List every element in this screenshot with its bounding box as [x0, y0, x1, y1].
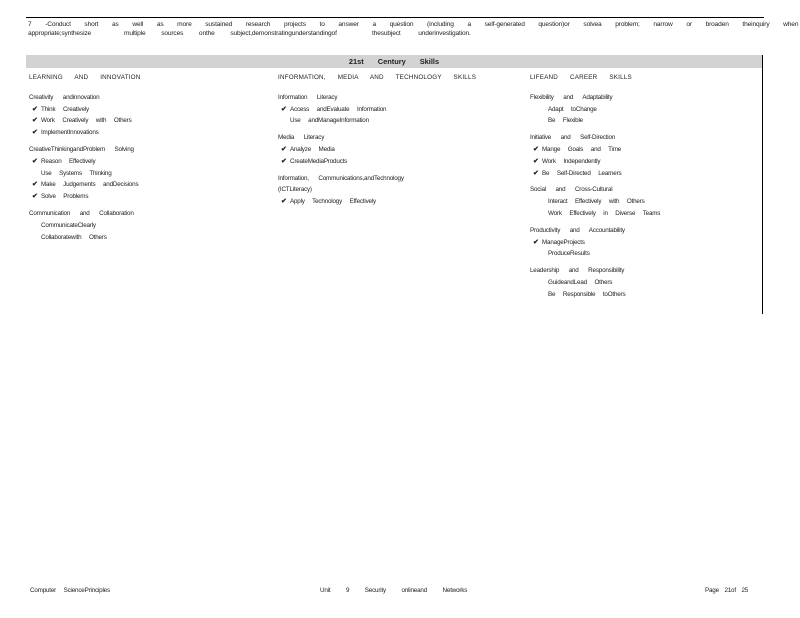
intro-line-1: 7 -Conduct short as well as more sustained research projects to answer a question (including a self-generated question)or solvea problem; narrow or broaden theinquiry when — [28, 21, 799, 28]
skill-group-title: Leadership and Responsibility — [530, 267, 625, 275]
checkmark-icon: ✔ — [32, 129, 38, 137]
skill-item-label: Be Flexible — [548, 117, 583, 125]
skill-item — [29, 232, 269, 244]
skill-item — [530, 104, 758, 116]
skill-group-title: Flexibility and Adaptability — [530, 93, 613, 101]
skill-item-label: Use andManageInformation — [290, 117, 369, 125]
skill-item — [278, 115, 518, 127]
skill-item — [530, 277, 758, 289]
footer-course: Computer SciencePrinciples — [30, 587, 110, 594]
skill-group-title: Information, Communications,andTechnology — [278, 174, 404, 182]
skill-item-label: Work Independently — [542, 157, 601, 165]
checkmark-icon: ✔ — [281, 157, 287, 165]
skill-item — [278, 156, 518, 168]
column-information-media — [278, 72, 518, 213]
skill-item — [530, 115, 758, 127]
skill-group-title-continued: (ICTLiteracy) — [278, 186, 312, 194]
intro-line-2-c: thesubject underinvestigation. — [372, 30, 471, 37]
intro-line-2-a: appropriate;synthesize — [28, 30, 92, 37]
column-life-career — [530, 72, 758, 306]
skill-item-label: Mange Goals and Time — [542, 145, 622, 153]
skill-item-label: CreateMediaProducts — [290, 157, 348, 165]
skill-item-label: Interact Effectively with Others — [548, 198, 645, 206]
skill-item — [530, 144, 758, 156]
skill-group-title: Initiative and Self-Direction — [530, 134, 616, 142]
checkmark-icon: ✔ — [32, 181, 38, 189]
skill-item — [29, 127, 269, 139]
intro-text — [28, 20, 799, 38]
skill-item — [278, 104, 518, 116]
skill-group — [530, 184, 758, 219]
column-heading: INFORMATION, MEDIA AND TECHNOLOGY SKILLS — [278, 74, 477, 81]
column-heading: LIFEAND CAREER SKILLS — [530, 74, 632, 81]
skill-item — [530, 289, 758, 301]
skill-item-label: ManageProjects — [542, 238, 585, 246]
skill-group-title: Media Literacy — [278, 134, 325, 142]
skill-item — [278, 144, 518, 156]
skill-group — [530, 265, 758, 300]
skill-item — [530, 248, 758, 260]
skill-item-label: ImplementInnovations — [41, 129, 99, 137]
skill-item — [29, 220, 269, 232]
skill-item — [530, 196, 758, 208]
section-title-band: 21st Century Skills — [26, 55, 762, 68]
skill-item — [29, 104, 269, 116]
checkmark-icon: ✔ — [32, 157, 38, 165]
checkmark-icon: ✔ — [32, 193, 38, 201]
checkmark-icon: ✔ — [281, 105, 287, 113]
footer-page-number: Page 21of 25 — [705, 587, 749, 594]
skill-item-label: Be Self-Directed Learners — [542, 169, 622, 177]
skill-item-label: Collaboratewith Others — [41, 233, 107, 241]
skill-item-label: Make Judgements andDecisions — [41, 181, 139, 189]
skill-item — [29, 115, 269, 127]
skill-item-label: Be Responsible toOthers — [548, 290, 626, 298]
top-rule — [26, 17, 764, 18]
skill-item-label: CommunicateClearly — [41, 221, 96, 229]
skill-item — [278, 196, 518, 208]
checkmark-icon: ✔ — [281, 145, 287, 153]
checkmark-icon: ✔ — [32, 105, 38, 113]
skill-group — [530, 225, 758, 260]
checkmark-icon: ✔ — [533, 157, 539, 165]
skill-item — [29, 179, 269, 191]
skill-item — [530, 168, 758, 180]
skill-item-label: Think Creatively — [41, 105, 89, 113]
column-learning-innovation — [29, 72, 269, 248]
skill-item-label: Access andEvaluate Information — [290, 105, 387, 113]
skill-item-label: Apply Technology Effectively — [290, 198, 376, 206]
intro-line-2-b: multiple sources onthe subject,demonstratingunderstandingof — [124, 30, 337, 37]
skill-group — [530, 132, 758, 179]
skill-group-title: Communication and Collaboration — [29, 209, 134, 217]
skill-group — [29, 208, 269, 243]
skill-group-title: Social and Cross-Cultural — [530, 186, 613, 194]
skill-item — [29, 191, 269, 203]
skill-item-label: Analyze Media — [290, 145, 335, 153]
skill-group — [29, 144, 269, 203]
skill-item — [530, 156, 758, 168]
skill-group-title: Information Literacy — [278, 93, 338, 101]
skill-item-label: Adapt toChange — [548, 105, 597, 113]
skill-item-label: GuideandLead Others — [548, 278, 613, 286]
skill-group — [278, 173, 518, 208]
checkmark-icon: ✔ — [281, 198, 287, 206]
skill-group — [278, 92, 518, 127]
skill-group — [278, 132, 518, 167]
skill-item — [29, 156, 269, 168]
skill-item — [530, 237, 758, 249]
column-heading: LEARNING AND INNOVATION — [29, 74, 141, 81]
checkmark-icon: ✔ — [533, 169, 539, 177]
skill-group-title: Creativity andinnovation — [29, 93, 100, 101]
skill-item — [29, 168, 269, 180]
footer-unit: Unit 9 Security onlineand Networks — [320, 587, 468, 594]
checkmark-icon: ✔ — [533, 238, 539, 246]
skill-item-label: Solve Problems — [41, 193, 89, 201]
skill-item-label: Use Systems Thinking — [41, 169, 112, 177]
checkmark-icon: ✔ — [533, 145, 539, 153]
skill-group — [530, 92, 758, 127]
intro-line-2 — [28, 29, 764, 38]
skill-item-label: ProduceResults — [548, 250, 590, 258]
checkmark-icon: ✔ — [32, 117, 38, 125]
skill-group-title: CreativeThinkingandProblem Solving — [29, 145, 134, 153]
skill-item-label: Work Effectively in Diverse Teams — [548, 209, 661, 217]
skill-item-label: Reason Effectively — [41, 157, 96, 165]
skill-item — [530, 208, 758, 220]
box-right-border — [762, 55, 763, 314]
skill-group — [29, 92, 269, 139]
skill-group-title: Productivity and Accountability — [530, 226, 625, 234]
skill-item-label: Work Creatively with Others — [41, 117, 132, 125]
